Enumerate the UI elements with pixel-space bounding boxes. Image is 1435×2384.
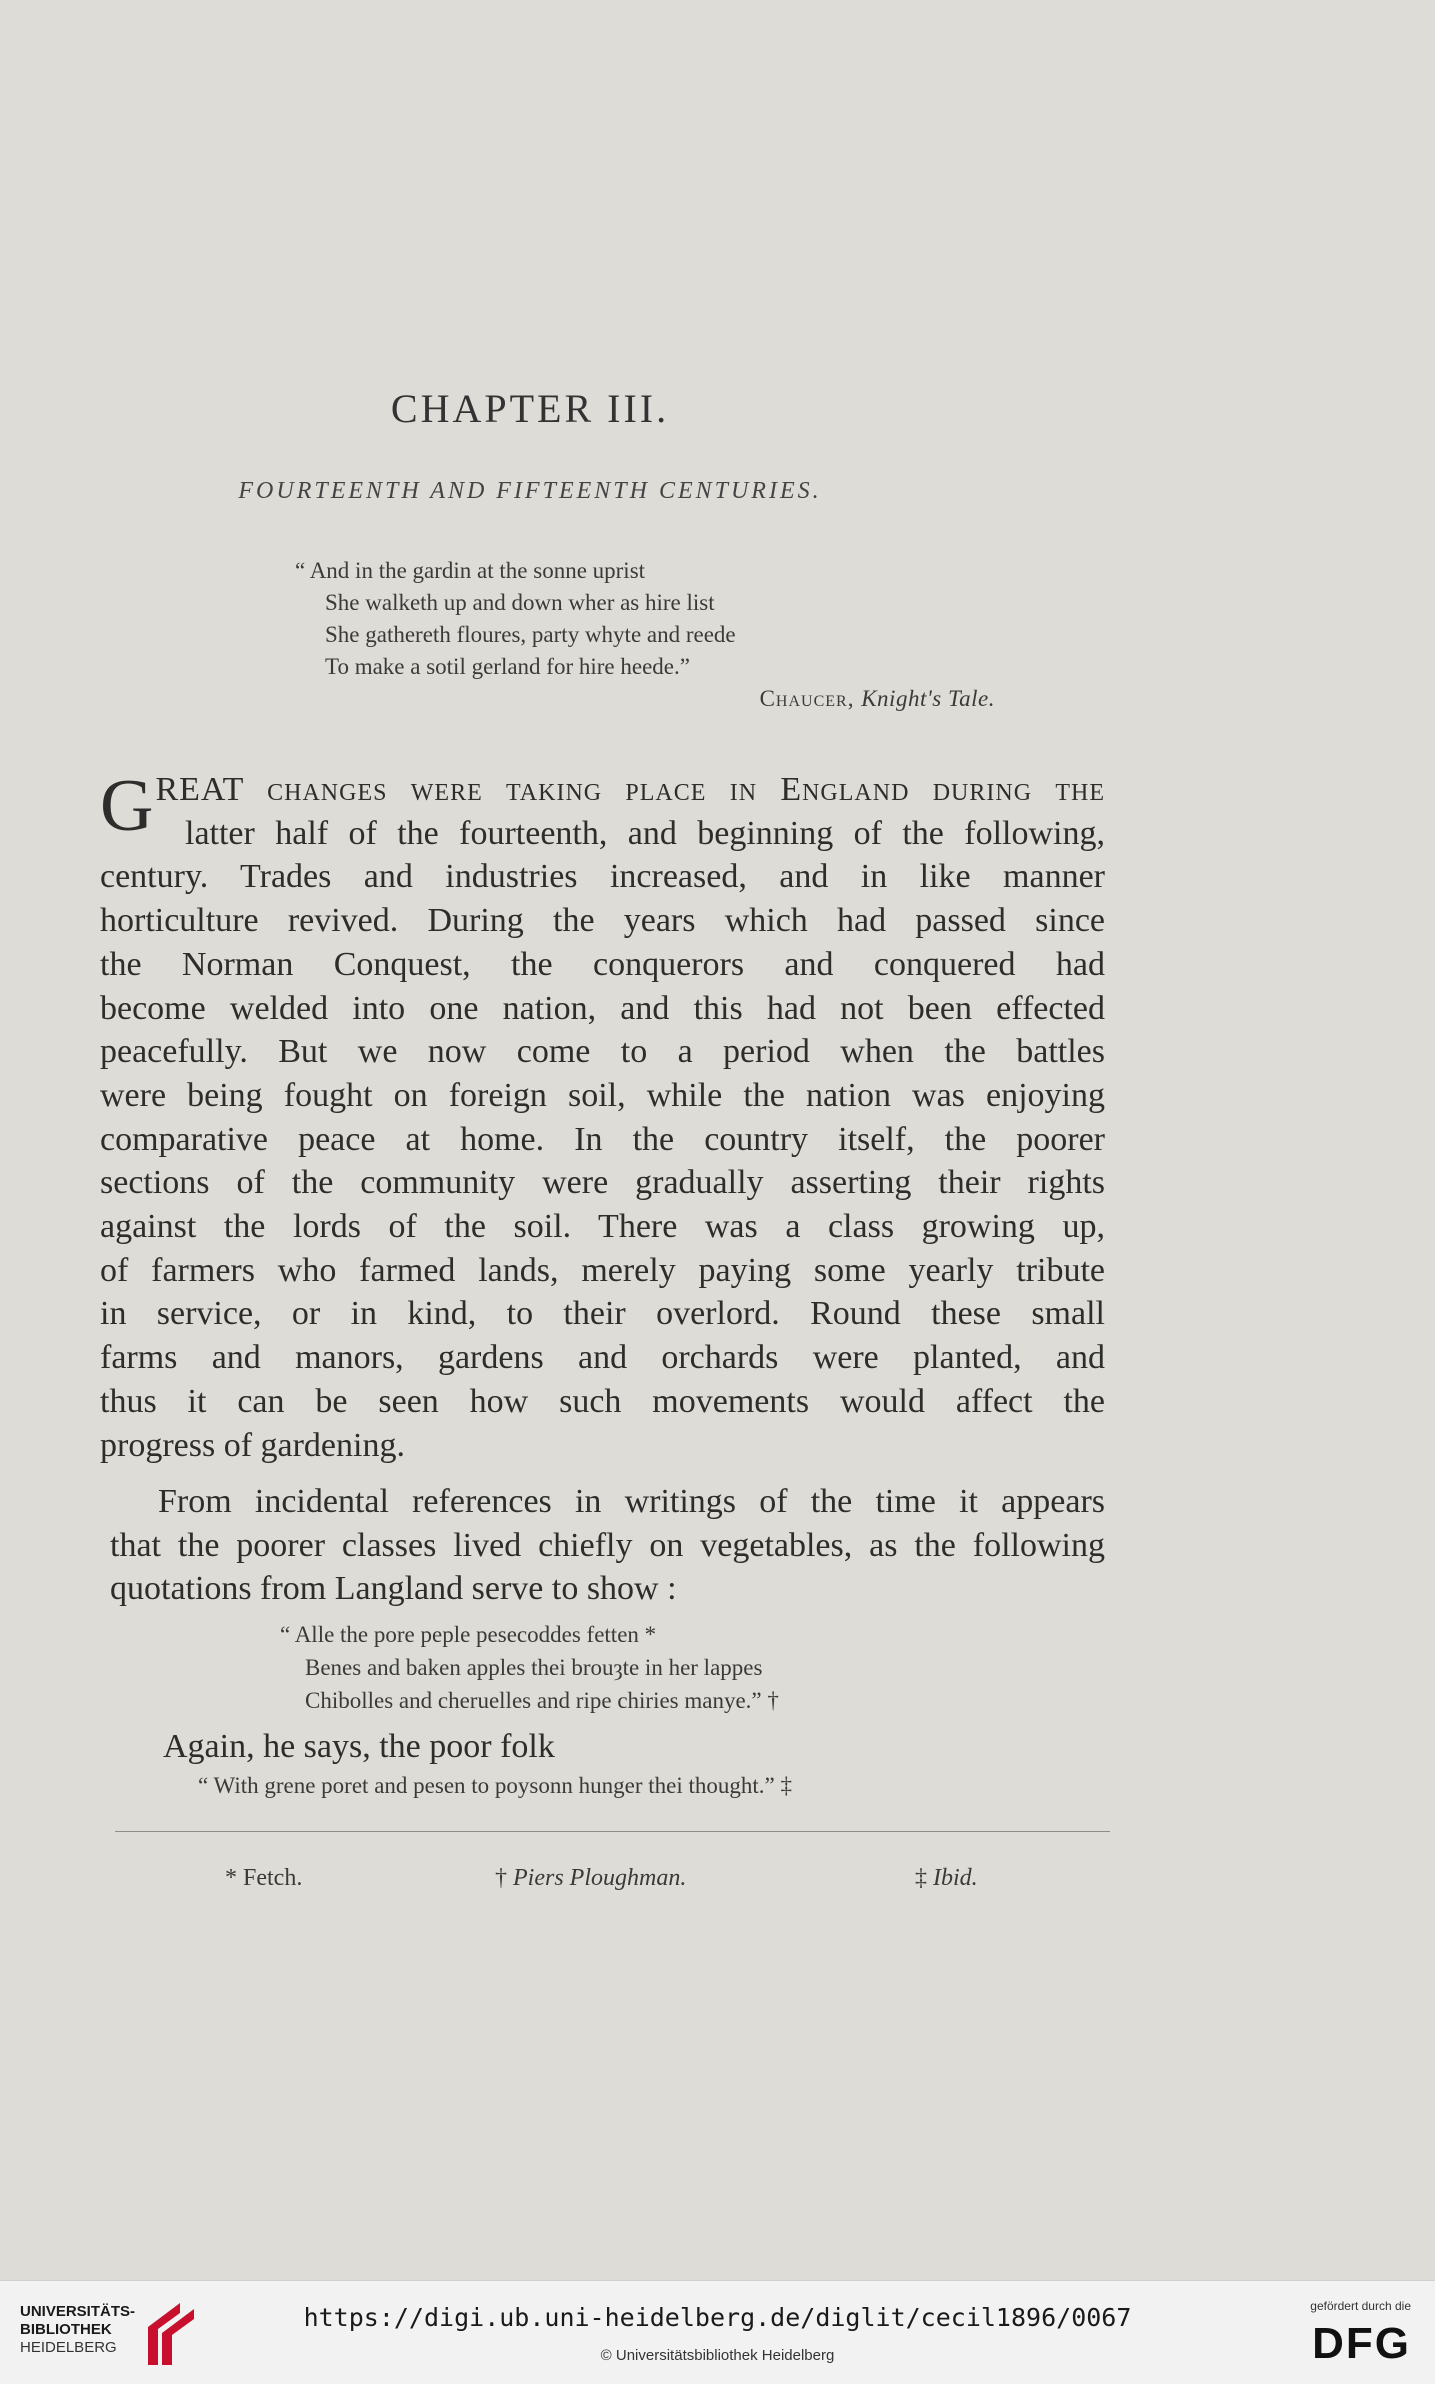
paragraph-line: latter half of the fourteenth, and beginning of the following, [185,814,1105,852]
paragraph-line: become welded into one nation, and this had not been effected [100,989,1105,1027]
paragraph-line: peacefully. But we now come to a period when the battles [100,1033,1105,1071]
paragraph-line [100,768,1105,812]
paragraph-line: sections of the community were gradually asserting their rights [100,1164,1105,1202]
paragraph-line: progress of gardening. [100,1426,405,1464]
footnote-title: Ibid. [933,1865,978,1891]
paragraph-line: horticulture revived. During the years which had passed since [100,902,1105,940]
chapter-title: CHAPTER III. [390,386,670,431]
epigraph-line: She walketh up and down wher as hire list [325,590,715,615]
footnote-rule [115,1831,1110,1832]
copyright-notice: © Universitätsbibliothek Heidelberg [600,2347,835,2364]
paragraph-line: of farmers who farmed lands, merely paying some yearly tribute [100,1251,1105,1289]
viewer-footer [0,2280,1435,2384]
quote-line: Benes and baken apples thei brouȝte in her lappes [305,1655,763,1680]
paragraph-line: thus it can be seen how such movements would affect the [100,1382,1105,1420]
paragraph-2 [110,1480,1105,1611]
paragraph-line: in service, or in kind, to their overlord. Round these small [100,1295,1105,1333]
paragraph-line: farms and manors, gardens and orchards were planted, and [100,1339,1105,1377]
permalink-url[interactable]: https://digi.ub.uni-heidelberg.de/diglit/cecil1896/0067 [303,2303,1132,2332]
paragraph-line: quotations from Langland serve to show : [110,1570,677,1608]
epigraph [295,555,1015,715]
paragraph-line: were being fought on foreign soil, while the nation was enjoying [100,1076,1105,1114]
dfg-logo[interactable]: DFG [1312,2319,1411,2368]
paragraph-line: comparative peace at home. In the country itself, the poorer [100,1120,1105,1158]
quote-line: Chibolles and cheruelles and ripe chiries manye.” † [305,1688,779,1713]
footnote-2 [495,1865,686,1892]
epigraph-author: Chaucer, [759,686,855,711]
drop-cap: G [100,765,154,847]
footnote-3 [915,1865,978,1892]
library-name-line: HEIDELBERG [20,2339,117,2356]
epigraph-line: “ And in the gardin at the sonne uprist [295,558,646,583]
footnote-title: Piers Ploughman. [513,1865,687,1891]
paragraph-1 [100,765,1105,1467]
library-name-line: UNIVERSITÄTS- [20,2303,136,2320]
library-name-line: BIBLIOTHEK [20,2321,112,2338]
paragraph-line: From incidental references in writings of the time it appears [158,1483,1105,1520]
footnote-mark: ‡ [915,1865,927,1891]
epigraph-work: Knight's Tale. [861,686,995,711]
again-line: Again, he says, the poor folk [163,1728,555,1765]
footnote-1: * Fetch. [225,1865,303,1891]
funding-label: gefördert durch die [1310,2299,1411,2313]
quote-line: “ Alle the pore peple pesecoddes fetten * [280,1622,657,1647]
paragraph-line: the Norman Conquest, the conquerors and conquered had [100,945,1105,983]
epigraph-line: She gathereth floures, party whyte and reede [325,622,736,647]
langland-quote-2: “ With grene poret and pesen to poysonn hunger thei thought.” ‡ [198,1773,792,1798]
paragraph-first-line: REAT changes were taking place in England during the [155,771,1105,808]
paragraph-line: century. Trades and industries increased, and in like manner [100,858,1105,896]
epigraph-attribution [295,683,1015,715]
footnote-mark: † [495,1865,507,1891]
paragraph-line: against the lords of the soil. There was a class growing up, [100,1208,1105,1246]
epigraph-line: To make a sotil gerland for hire heede.” [325,654,690,679]
langland-quote [280,1618,980,1717]
chapter-subtitle: FOURTEENTH AND FIFTEENTH CENTURIES. [238,478,822,504]
paragraph-line: that the poorer classes lived chiefly on vegetables, as the following [110,1526,1105,1564]
